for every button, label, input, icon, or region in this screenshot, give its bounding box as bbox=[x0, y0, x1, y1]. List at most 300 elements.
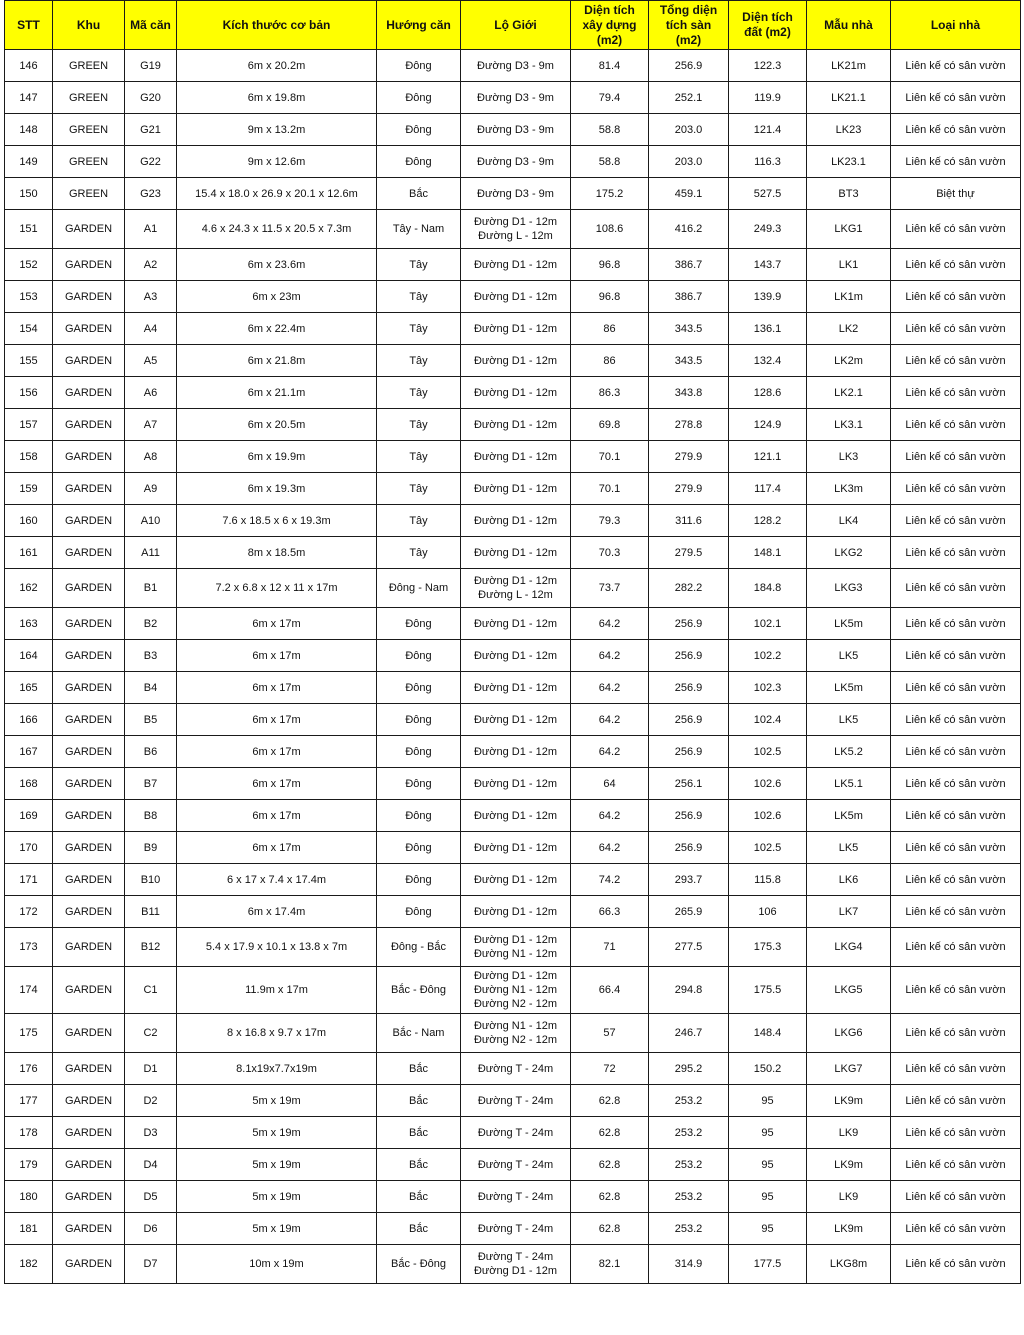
lo-gioi-line: Đường D1 - 12m bbox=[473, 482, 558, 495]
cell-dt-xay-dung: 62.8 bbox=[571, 1213, 649, 1245]
cell-lo-gioi bbox=[461, 896, 571, 928]
cell-dt-xay-dung: 64.2 bbox=[571, 832, 649, 864]
cell-kich-thuoc: 6m x 17m bbox=[177, 608, 377, 640]
cell-huong-can: Bắc bbox=[377, 1181, 461, 1213]
cell-mau-nha: LKG8m bbox=[807, 1245, 891, 1284]
cell-loai-nha: Liên kế có sân vườn bbox=[891, 864, 1021, 896]
cell-stt: 149 bbox=[5, 146, 53, 178]
cell-loai-nha: Liên kế có sân vườn bbox=[891, 281, 1021, 313]
cell-stt: 180 bbox=[5, 1181, 53, 1213]
lo-gioi-line: Đường T - 24m bbox=[477, 1126, 554, 1139]
cell-mau-nha: LK23 bbox=[807, 114, 891, 146]
cell-stt: 179 bbox=[5, 1149, 53, 1181]
cell-ma-can: A8 bbox=[125, 441, 177, 473]
cell-khu: GARDEN bbox=[53, 1149, 125, 1181]
table-row bbox=[5, 377, 1021, 409]
cell-dt-dat: 177.5 bbox=[729, 1245, 807, 1284]
cell-dt-xay-dung: 72 bbox=[571, 1053, 649, 1085]
cell-stt: 150 bbox=[5, 178, 53, 210]
cell-kich-thuoc: 6m x 17m bbox=[177, 640, 377, 672]
cell-loai-nha: Liên kế có sân vườn bbox=[891, 800, 1021, 832]
cell-mau-nha: LK3 bbox=[807, 441, 891, 473]
table-row bbox=[5, 967, 1021, 1014]
cell-dt-dat: 527.5 bbox=[729, 178, 807, 210]
cell-lo-gioi bbox=[461, 768, 571, 800]
cell-lo-gioi bbox=[461, 832, 571, 864]
table-row bbox=[5, 704, 1021, 736]
cell-dt-dat: 175.5 bbox=[729, 967, 807, 1014]
cell-huong-can: Tây bbox=[377, 249, 461, 281]
cell-ma-can: D4 bbox=[125, 1149, 177, 1181]
cell-tong-dt-san: 253.2 bbox=[649, 1181, 729, 1213]
cell-loai-nha: Liên kế có sân vườn bbox=[891, 1014, 1021, 1053]
cell-tong-dt-san: 252.1 bbox=[649, 82, 729, 114]
cell-dt-dat: 150.2 bbox=[729, 1053, 807, 1085]
cell-mau-nha: LK21m bbox=[807, 50, 891, 82]
cell-loai-nha: Liên kế có sân vườn bbox=[891, 1181, 1021, 1213]
table-row bbox=[5, 800, 1021, 832]
cell-huong-can: Bắc - Nam bbox=[377, 1014, 461, 1053]
cell-stt: 166 bbox=[5, 704, 53, 736]
table-header-row bbox=[5, 1, 1021, 50]
cell-kich-thuoc: 4.6 x 24.3 x 11.5 x 20.5 x 7.3m bbox=[177, 210, 377, 249]
cell-lo-gioi bbox=[461, 1014, 571, 1053]
cell-dt-dat: 148.4 bbox=[729, 1014, 807, 1053]
lo-gioi-line: Đường D3 - 9m bbox=[477, 91, 554, 104]
cell-mau-nha: LK9 bbox=[807, 1181, 891, 1213]
header-tong-dt-san: Tổng diện tích sàn (m2) bbox=[649, 1, 729, 50]
cell-loai-nha: Liên kế có sân vườn bbox=[891, 672, 1021, 704]
cell-dt-dat: 139.9 bbox=[729, 281, 807, 313]
cell-stt: 151 bbox=[5, 210, 53, 249]
cell-ma-can: B2 bbox=[125, 608, 177, 640]
cell-dt-xay-dung: 71 bbox=[571, 928, 649, 967]
cell-loai-nha: Liên kế có sân vườn bbox=[891, 210, 1021, 249]
lo-gioi-line: Đường D1 - 12m bbox=[473, 934, 558, 946]
cell-loai-nha: Liên kế có sân vườn bbox=[891, 409, 1021, 441]
cell-lo-gioi bbox=[461, 640, 571, 672]
cell-stt: 174 bbox=[5, 967, 53, 1014]
cell-dt-xay-dung: 82.1 bbox=[571, 1245, 649, 1284]
table-row bbox=[5, 473, 1021, 505]
lo-gioi-line: Đường D1 - 12m bbox=[473, 258, 558, 271]
cell-lo-gioi bbox=[461, 249, 571, 281]
cell-dt-xay-dung: 62.8 bbox=[571, 1149, 649, 1181]
cell-dt-dat: 121.4 bbox=[729, 114, 807, 146]
cell-loai-nha: Liên kế có sân vườn bbox=[891, 1245, 1021, 1284]
cell-tong-dt-san: 343.8 bbox=[649, 377, 729, 409]
cell-dt-xay-dung: 62.8 bbox=[571, 1085, 649, 1117]
cell-kich-thuoc: 5m x 19m bbox=[177, 1085, 377, 1117]
cell-huong-can: Tây bbox=[377, 473, 461, 505]
cell-huong-can: Đông bbox=[377, 672, 461, 704]
cell-tong-dt-san: 253.2 bbox=[649, 1149, 729, 1181]
cell-loai-nha: Liên kế có sân vườn bbox=[891, 640, 1021, 672]
table-row bbox=[5, 1149, 1021, 1181]
cell-kich-thuoc: 5m x 19m bbox=[177, 1213, 377, 1245]
cell-dt-xay-dung: 58.8 bbox=[571, 114, 649, 146]
cell-stt: 168 bbox=[5, 768, 53, 800]
cell-khu: GARDEN bbox=[53, 409, 125, 441]
cell-mau-nha: LK9m bbox=[807, 1085, 891, 1117]
cell-mau-nha: LK21.1 bbox=[807, 82, 891, 114]
cell-dt-dat: 95 bbox=[729, 1181, 807, 1213]
cell-khu: GREEN bbox=[53, 82, 125, 114]
cell-stt: 153 bbox=[5, 281, 53, 313]
cell-dt-dat: 116.3 bbox=[729, 146, 807, 178]
cell-stt: 152 bbox=[5, 249, 53, 281]
lo-gioi-line: Đường D1 - 12m bbox=[473, 450, 558, 463]
table-row bbox=[5, 1053, 1021, 1085]
cell-stt: 161 bbox=[5, 537, 53, 569]
cell-lo-gioi bbox=[461, 50, 571, 82]
cell-kich-thuoc: 6m x 23m bbox=[177, 281, 377, 313]
cell-dt-dat: 148.1 bbox=[729, 537, 807, 569]
cell-stt: 154 bbox=[5, 313, 53, 345]
cell-ma-can: G21 bbox=[125, 114, 177, 146]
cell-dt-xay-dung: 58.8 bbox=[571, 146, 649, 178]
cell-stt: 170 bbox=[5, 832, 53, 864]
cell-dt-xay-dung: 70.3 bbox=[571, 537, 649, 569]
cell-kich-thuoc: 5m x 19m bbox=[177, 1149, 377, 1181]
cell-lo-gioi bbox=[461, 473, 571, 505]
cell-dt-xay-dung: 81.4 bbox=[571, 50, 649, 82]
cell-khu: GARDEN bbox=[53, 1181, 125, 1213]
cell-loai-nha: Liên kế có sân vườn bbox=[891, 345, 1021, 377]
cell-kich-thuoc: 7.6 x 18.5 x 6 x 19.3m bbox=[177, 505, 377, 537]
cell-kich-thuoc: 6m x 23.6m bbox=[177, 249, 377, 281]
cell-ma-can: B9 bbox=[125, 832, 177, 864]
cell-dt-dat: 102.5 bbox=[729, 736, 807, 768]
cell-ma-can: A1 bbox=[125, 210, 177, 249]
cell-stt: 177 bbox=[5, 1085, 53, 1117]
cell-kich-thuoc: 6 x 17 x 7.4 x 17.4m bbox=[177, 864, 377, 896]
cell-dt-dat: 106 bbox=[729, 896, 807, 928]
cell-kich-thuoc: 8 x 16.8 x 9.7 x 17m bbox=[177, 1014, 377, 1053]
cell-mau-nha: LKG1 bbox=[807, 210, 891, 249]
cell-dt-dat: 95 bbox=[729, 1149, 807, 1181]
cell-mau-nha: LK2m bbox=[807, 345, 891, 377]
cell-kich-thuoc: 6m x 17m bbox=[177, 832, 377, 864]
cell-huong-can: Bắc bbox=[377, 178, 461, 210]
cell-dt-xay-dung: 62.8 bbox=[571, 1181, 649, 1213]
cell-khu: GARDEN bbox=[53, 1014, 125, 1053]
cell-stt: 173 bbox=[5, 928, 53, 967]
cell-kich-thuoc: 8.1x19x7.7x19m bbox=[177, 1053, 377, 1085]
cell-tong-dt-san: 386.7 bbox=[649, 281, 729, 313]
cell-lo-gioi bbox=[461, 569, 571, 608]
table-row bbox=[5, 281, 1021, 313]
table-row bbox=[5, 608, 1021, 640]
cell-loai-nha: Liên kế có sân vườn bbox=[891, 704, 1021, 736]
table-row bbox=[5, 409, 1021, 441]
cell-mau-nha: LK2.1 bbox=[807, 377, 891, 409]
cell-ma-can: B8 bbox=[125, 800, 177, 832]
cell-huong-can: Tây bbox=[377, 313, 461, 345]
cell-mau-nha: LKG4 bbox=[807, 928, 891, 967]
cell-kich-thuoc: 6m x 21.8m bbox=[177, 345, 377, 377]
cell-kich-thuoc: 7.2 x 6.8 x 12 x 11 x 17m bbox=[177, 569, 377, 608]
cell-huong-can: Đông bbox=[377, 704, 461, 736]
cell-loai-nha: Liên kế có sân vườn bbox=[891, 146, 1021, 178]
cell-lo-gioi bbox=[461, 82, 571, 114]
cell-stt: 148 bbox=[5, 114, 53, 146]
cell-tong-dt-san: 279.9 bbox=[649, 441, 729, 473]
lo-gioi-line: Đường D1 - 12m bbox=[473, 546, 558, 559]
cell-loai-nha: Liên kế có sân vườn bbox=[891, 473, 1021, 505]
lo-gioi-line: Đường N1 - 12m bbox=[473, 984, 558, 996]
cell-stt: 162 bbox=[5, 569, 53, 608]
cell-dt-dat: 128.2 bbox=[729, 505, 807, 537]
cell-loai-nha: Biệt thự bbox=[891, 178, 1021, 210]
cell-tong-dt-san: 253.2 bbox=[649, 1117, 729, 1149]
cell-mau-nha: LKG6 bbox=[807, 1014, 891, 1053]
cell-ma-can: B1 bbox=[125, 569, 177, 608]
cell-mau-nha: LK5.2 bbox=[807, 736, 891, 768]
cell-kich-thuoc: 6m x 17m bbox=[177, 736, 377, 768]
cell-kich-thuoc: 6m x 19.8m bbox=[177, 82, 377, 114]
cell-huong-can: Tây - Nam bbox=[377, 210, 461, 249]
cell-dt-dat: 115.8 bbox=[729, 864, 807, 896]
cell-khu: GARDEN bbox=[53, 473, 125, 505]
cell-kich-thuoc: 9m x 12.6m bbox=[177, 146, 377, 178]
cell-khu: GARDEN bbox=[53, 967, 125, 1014]
cell-loai-nha: Liên kế có sân vườn bbox=[891, 249, 1021, 281]
header-dt-dat: Diện tích đất (m2) bbox=[729, 1, 807, 50]
cell-huong-can: Tây bbox=[377, 281, 461, 313]
cell-dt-dat: 95 bbox=[729, 1085, 807, 1117]
cell-dt-dat: 102.6 bbox=[729, 800, 807, 832]
cell-huong-can: Bắc bbox=[377, 1085, 461, 1117]
cell-mau-nha: LK5.1 bbox=[807, 768, 891, 800]
lo-gioi-line: Đường D1 - 12m bbox=[473, 809, 558, 822]
cell-stt: 181 bbox=[5, 1213, 53, 1245]
cell-kich-thuoc: 5m x 19m bbox=[177, 1181, 377, 1213]
cell-huong-can: Đông bbox=[377, 832, 461, 864]
cell-khu: GARDEN bbox=[53, 832, 125, 864]
cell-lo-gioi bbox=[461, 608, 571, 640]
cell-stt: 147 bbox=[5, 82, 53, 114]
cell-khu: GARDEN bbox=[53, 210, 125, 249]
cell-tong-dt-san: 256.9 bbox=[649, 640, 729, 672]
cell-ma-can: G22 bbox=[125, 146, 177, 178]
cell-lo-gioi bbox=[461, 967, 571, 1014]
cell-lo-gioi bbox=[461, 1245, 571, 1284]
cell-dt-dat: 102.6 bbox=[729, 768, 807, 800]
cell-dt-xay-dung: 108.6 bbox=[571, 210, 649, 249]
lo-gioi-line: Đường D1 - 12m bbox=[473, 713, 558, 726]
cell-stt: 165 bbox=[5, 672, 53, 704]
cell-kich-thuoc: 6m x 17m bbox=[177, 768, 377, 800]
cell-lo-gioi bbox=[461, 114, 571, 146]
header-stt: STT bbox=[5, 1, 53, 50]
cell-dt-xay-dung: 70.1 bbox=[571, 441, 649, 473]
cell-loai-nha: Liên kế có sân vườn bbox=[891, 896, 1021, 928]
cell-tong-dt-san: 459.1 bbox=[649, 178, 729, 210]
cell-dt-dat: 102.4 bbox=[729, 704, 807, 736]
cell-stt: 157 bbox=[5, 409, 53, 441]
cell-loai-nha: Liên kế có sân vườn bbox=[891, 441, 1021, 473]
table-row bbox=[5, 1181, 1021, 1213]
cell-dt-xay-dung: 79.4 bbox=[571, 82, 649, 114]
lo-gioi-line: Đường D1 - 12m bbox=[473, 777, 558, 790]
cell-huong-can: Đông bbox=[377, 114, 461, 146]
cell-loai-nha: Liên kế có sân vườn bbox=[891, 313, 1021, 345]
cell-huong-can: Tây bbox=[377, 505, 461, 537]
table-row bbox=[5, 1117, 1021, 1149]
cell-dt-xay-dung: 64.2 bbox=[571, 800, 649, 832]
table-row bbox=[5, 146, 1021, 178]
cell-ma-can: C1 bbox=[125, 967, 177, 1014]
lo-gioi-line: Đường D1 - 12m bbox=[473, 970, 558, 982]
cell-tong-dt-san: 246.7 bbox=[649, 1014, 729, 1053]
cell-ma-can: B4 bbox=[125, 672, 177, 704]
cell-huong-can: Đông bbox=[377, 146, 461, 178]
lo-gioi-line: Đường D1 - 12m bbox=[473, 617, 558, 630]
cell-kich-thuoc: 5.4 x 17.9 x 10.1 x 13.8 x 7m bbox=[177, 928, 377, 967]
cell-dt-dat: 102.5 bbox=[729, 832, 807, 864]
cell-ma-can: A2 bbox=[125, 249, 177, 281]
cell-lo-gioi bbox=[461, 864, 571, 896]
cell-dt-dat: 102.3 bbox=[729, 672, 807, 704]
cell-dt-xay-dung: 66.3 bbox=[571, 896, 649, 928]
cell-ma-can: A11 bbox=[125, 537, 177, 569]
cell-lo-gioi bbox=[461, 210, 571, 249]
cell-dt-xay-dung: 64.2 bbox=[571, 640, 649, 672]
cell-huong-can: Tây bbox=[377, 345, 461, 377]
cell-loai-nha: Liên kế có sân vườn bbox=[891, 82, 1021, 114]
cell-stt: 176 bbox=[5, 1053, 53, 1085]
table-row bbox=[5, 1014, 1021, 1053]
cell-stt: 167 bbox=[5, 736, 53, 768]
cell-loai-nha: Liên kế có sân vườn bbox=[891, 1213, 1021, 1245]
cell-mau-nha: LK9 bbox=[807, 1117, 891, 1149]
table-row bbox=[5, 832, 1021, 864]
cell-loai-nha: Liên kế có sân vườn bbox=[891, 832, 1021, 864]
cell-dt-xay-dung: 86 bbox=[571, 313, 649, 345]
lo-gioi-line: Đường D1 - 12m bbox=[473, 681, 558, 694]
cell-huong-can: Đông bbox=[377, 640, 461, 672]
cell-kich-thuoc: 6m x 20.2m bbox=[177, 50, 377, 82]
cell-khu: GREEN bbox=[53, 146, 125, 178]
lo-gioi-line: Đường T - 24m bbox=[477, 1222, 554, 1235]
cell-khu: GARDEN bbox=[53, 928, 125, 967]
cell-tong-dt-san: 279.5 bbox=[649, 537, 729, 569]
header-kich-thuoc: Kích thước cơ bản bbox=[177, 1, 377, 50]
cell-dt-dat: 119.9 bbox=[729, 82, 807, 114]
cell-dt-dat: 124.9 bbox=[729, 409, 807, 441]
cell-dt-xay-dung: 57 bbox=[571, 1014, 649, 1053]
cell-lo-gioi bbox=[461, 146, 571, 178]
cell-stt: 178 bbox=[5, 1117, 53, 1149]
cell-ma-can: B7 bbox=[125, 768, 177, 800]
cell-mau-nha: LK1 bbox=[807, 249, 891, 281]
table-row bbox=[5, 569, 1021, 608]
table-row bbox=[5, 736, 1021, 768]
cell-khu: GARDEN bbox=[53, 672, 125, 704]
cell-lo-gioi bbox=[461, 345, 571, 377]
cell-ma-can: G19 bbox=[125, 50, 177, 82]
cell-mau-nha: LK7 bbox=[807, 896, 891, 928]
cell-mau-nha: LK6 bbox=[807, 864, 891, 896]
cell-ma-can: B10 bbox=[125, 864, 177, 896]
cell-ma-can: A7 bbox=[125, 409, 177, 441]
table-row bbox=[5, 82, 1021, 114]
cell-lo-gioi bbox=[461, 1085, 571, 1117]
lo-gioi-line: Đường D1 - 12m bbox=[473, 386, 558, 399]
cell-khu: GARDEN bbox=[53, 608, 125, 640]
table-row bbox=[5, 928, 1021, 967]
table-row bbox=[5, 50, 1021, 82]
cell-ma-can: B6 bbox=[125, 736, 177, 768]
cell-ma-can: B5 bbox=[125, 704, 177, 736]
cell-stt: 164 bbox=[5, 640, 53, 672]
table-row bbox=[5, 640, 1021, 672]
cell-ma-can: A5 bbox=[125, 345, 177, 377]
cell-huong-can: Đông bbox=[377, 82, 461, 114]
cell-huong-can: Đông bbox=[377, 736, 461, 768]
cell-loai-nha: Liên kế có sân vườn bbox=[891, 967, 1021, 1014]
cell-dt-xay-dung: 64.2 bbox=[571, 736, 649, 768]
lo-gioi-line: Đường L - 12m bbox=[478, 230, 553, 242]
lo-gioi-line: Đường D1 - 12m bbox=[473, 841, 558, 854]
cell-kich-thuoc: 6m x 17m bbox=[177, 704, 377, 736]
table-row bbox=[5, 1213, 1021, 1245]
cell-khu: GARDEN bbox=[53, 345, 125, 377]
cell-lo-gioi bbox=[461, 178, 571, 210]
cell-khu: GARDEN bbox=[53, 313, 125, 345]
cell-dt-xay-dung: 66.4 bbox=[571, 967, 649, 1014]
cell-dt-dat: 102.1 bbox=[729, 608, 807, 640]
table-row bbox=[5, 505, 1021, 537]
cell-ma-can: A3 bbox=[125, 281, 177, 313]
cell-mau-nha: LKG7 bbox=[807, 1053, 891, 1085]
cell-kich-thuoc: 6m x 19.9m bbox=[177, 441, 377, 473]
cell-dt-dat: 249.3 bbox=[729, 210, 807, 249]
table-row bbox=[5, 1245, 1021, 1284]
cell-mau-nha: LK9m bbox=[807, 1149, 891, 1181]
lo-gioi-line: Đường N1 - 12m bbox=[473, 1020, 558, 1032]
table-row bbox=[5, 249, 1021, 281]
header-mau-nha: Mẫu nhà bbox=[807, 1, 891, 50]
cell-tong-dt-san: 386.7 bbox=[649, 249, 729, 281]
lo-gioi-line: Đường D1 - 12m bbox=[473, 354, 558, 367]
cell-lo-gioi bbox=[461, 313, 571, 345]
cell-stt: 172 bbox=[5, 896, 53, 928]
cell-kich-thuoc: 6m x 17m bbox=[177, 672, 377, 704]
cell-mau-nha: LK5 bbox=[807, 832, 891, 864]
cell-huong-can: Đông - Nam bbox=[377, 569, 461, 608]
cell-dt-dat: 132.4 bbox=[729, 345, 807, 377]
cell-lo-gioi bbox=[461, 928, 571, 967]
lo-gioi-line: Đường T - 24m bbox=[477, 1158, 554, 1171]
cell-huong-can: Bắc bbox=[377, 1117, 461, 1149]
cell-khu: GARDEN bbox=[53, 896, 125, 928]
cell-loai-nha: Liên kế có sân vườn bbox=[891, 768, 1021, 800]
cell-khu: GARDEN bbox=[53, 640, 125, 672]
cell-mau-nha: LK9m bbox=[807, 1213, 891, 1245]
cell-tong-dt-san: 256.9 bbox=[649, 672, 729, 704]
cell-lo-gioi bbox=[461, 281, 571, 313]
cell-khu: GARDEN bbox=[53, 736, 125, 768]
cell-tong-dt-san: 253.2 bbox=[649, 1213, 729, 1245]
cell-huong-can: Bắc bbox=[377, 1149, 461, 1181]
lo-gioi-line: Đường D3 - 9m bbox=[477, 123, 554, 136]
cell-lo-gioi bbox=[461, 800, 571, 832]
lo-gioi-line: Đường D3 - 9m bbox=[477, 155, 554, 168]
cell-dt-dat: 184.8 bbox=[729, 569, 807, 608]
cell-loai-nha: Liên kế có sân vườn bbox=[891, 1149, 1021, 1181]
